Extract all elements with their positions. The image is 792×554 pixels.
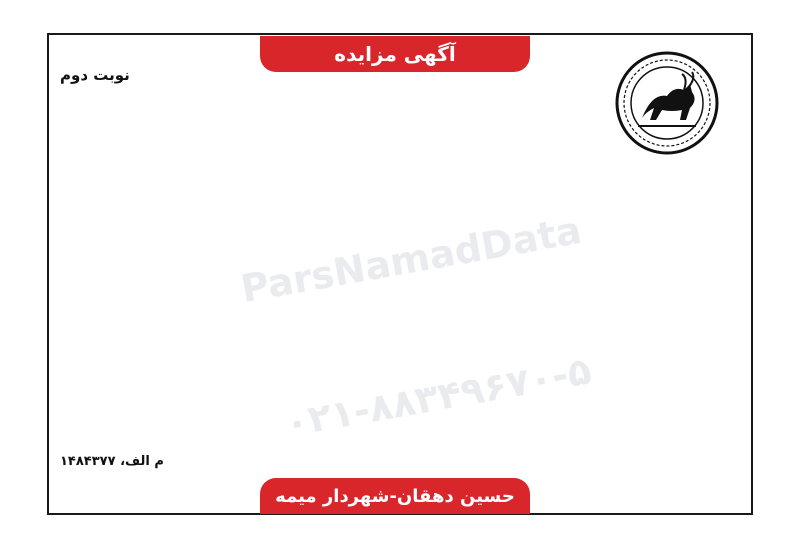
municipality-emblem-icon	[612, 48, 722, 158]
signature-banner: حسین دهقان-شهردار میمه	[260, 478, 530, 514]
notice-round: نوبت دوم	[60, 66, 130, 84]
reference-number: م الف، ۱۴۸۴۳۷۷	[60, 454, 164, 469]
ad-title: آگهی مزایده	[260, 36, 530, 72]
